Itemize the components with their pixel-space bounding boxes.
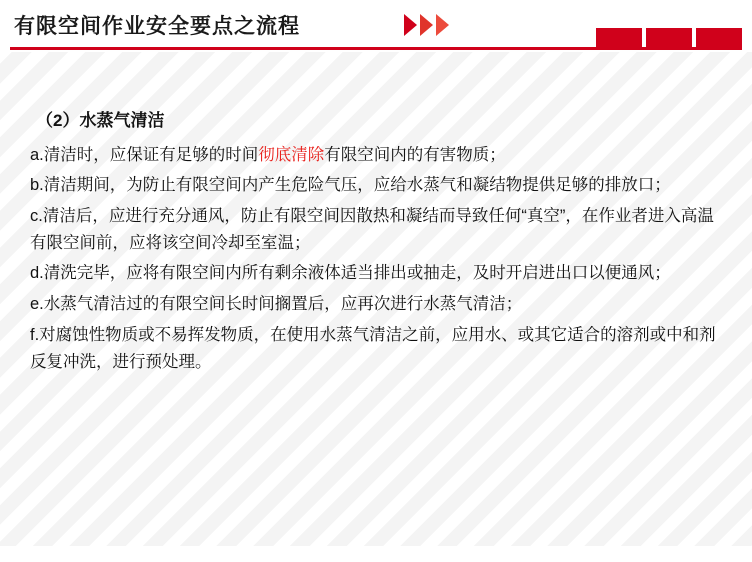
body-paragraph [30,203,730,256]
paragraph-text: b.清洁期间，为防止有限空间内产生危险气压，应给水蒸气和凝结物提供足够的排放口； [30,176,671,195]
header-accent-blocks [596,28,742,47]
accent-block [596,28,642,47]
slide-body [30,108,730,379]
chevron-right-icon [404,14,417,36]
accent-block [646,28,692,47]
paragraph-text: e.水蒸气清洁过的有限空间长时间搁置后，应再次进行水蒸气清洁； [30,295,523,314]
header-divider [10,47,742,50]
paragraph-text: a.清洁时，应保证有足够的时间 [30,145,259,164]
page-title: 有限空间作业安全要点之流程 [14,15,300,38]
paragraph-text: 有限空间内的有害物质； [324,145,506,164]
chevron-group [404,14,449,36]
paragraph-text: c.清洁后，应进行充分通风，防止有限空间因散热和凝结而导致任何“真空”，在作业者进入高温有限空间前，应将该空间冷却至室温； [30,206,714,252]
body-paragraph [30,322,730,375]
body-paragraph [30,260,730,287]
accent-block [696,28,742,47]
body-paragraph [30,142,730,169]
slide-header [0,0,752,52]
chevron-right-icon [436,14,449,36]
highlighted-text: 彻底清除 [258,145,325,164]
paragraph-text: d.清洗完毕，应将有限空间内所有剩余液体适当排出或抽走，及时开启进出口以便通风； [30,264,671,283]
chevron-right-icon [420,14,433,36]
slide-footer [0,546,752,562]
body-paragraph [30,291,730,318]
section-subheading: （2）水蒸气清洁 [36,111,165,130]
paragraph-list [30,142,730,376]
paragraph-text: f.对腐蚀性物质或不易挥发物质，在使用水蒸气清洁之前，应用水、或其它适合的溶剂或中和剂反复冲洗，进行预处理。 [30,325,716,371]
body-paragraph [30,172,730,199]
